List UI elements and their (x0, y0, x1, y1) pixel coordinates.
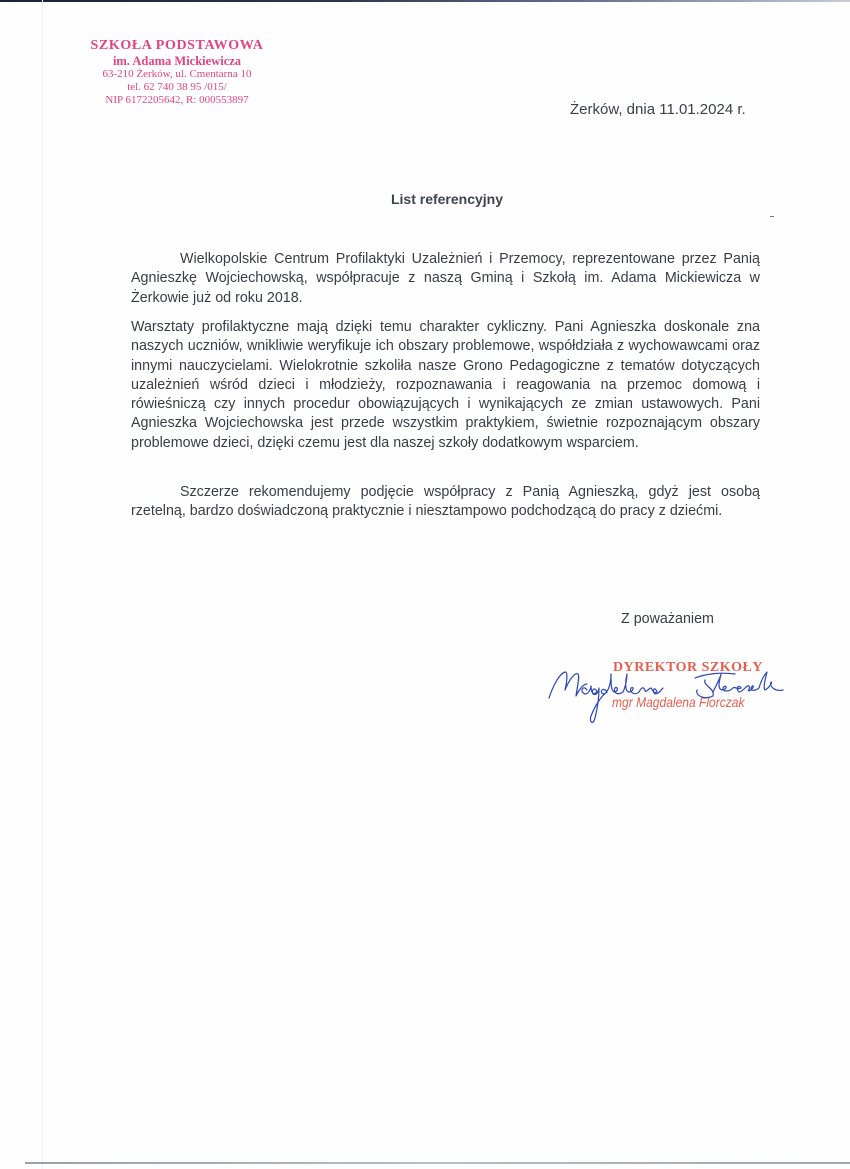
director-stamp-name: mgr Magdalena Florczak (612, 694, 745, 710)
school-name: SZKOŁA PODSTAWOWA (90, 38, 264, 53)
place-and-date: Żerków, dnia 11.01.2024 r. (570, 101, 746, 118)
handwritten-signature-icon (545, 660, 795, 730)
scan-artifact (770, 216, 774, 217)
paragraph-1: Wielkopolskie Centrum Profilaktyki Uzależnień i Przemocy, reprezentowane przez Panią Agnieszkę Wojciechowską, współpracuje z naszą Gminą i Szkołą im. Adama Mickiewicza w Żerkowie już od roku 2018. (131, 251, 760, 306)
school-tax-ids: NIP 6172205642, R: 000553897 (105, 93, 249, 106)
school-patron: im. Adama Mickiewicza (112, 54, 242, 69)
closing-salutation: Z poważaniem (621, 611, 714, 627)
document-title: List referencyjny (390, 191, 504, 207)
scan-fold-line (42, 0, 43, 1169)
paragraph-2: Warsztaty profilaktyczne mają dzięki temu charakter cykliczny. Pani Agnieszka doskonale zna naszych uczniów, wnikliwie weryfikuje ich obszary problemowe, współdziała z wychowawcami oraz innymi nauczycielami. Wielokrotnie szkoliła nasze Grono Pedagogiczne z tematów dotyczących uzależnień wśród dzieci i młodzieży, rozpoznawania i reagowania na przemoc domową i rówieśniczą czy innych procedur obowiązujących i wynikających ze zmian ustawowych. Pani Agnieszka Wojciechowska jest przede wszystkim praktykiem, świetnie rozpoznającym obszary problemowe dzieci, dzięki czemu jest dla naszej szkoły dodatkowym wsparciem. (131, 319, 760, 451)
school-address: 63-210 Żerków, ul. Cmentarna 10 (102, 68, 252, 81)
school-header-stamp (82, 38, 272, 106)
paragraph-3: Szczerze rekomendujemy podjęcie współpracy z Panią Agnieszką, gdyż jest osobą rzetelną, bardzo doświadczoną praktycznie i niesztampowo podchodzącą do pracy z dziećmi. (131, 484, 760, 520)
director-stamp-title: DYREKTOR SZKOŁY (613, 660, 763, 675)
school-phone: tel. 62 740 38 95 /015/ (127, 81, 227, 94)
scan-top-edge (0, 0, 850, 2)
scan-bottom-edge (25, 1162, 850, 1164)
